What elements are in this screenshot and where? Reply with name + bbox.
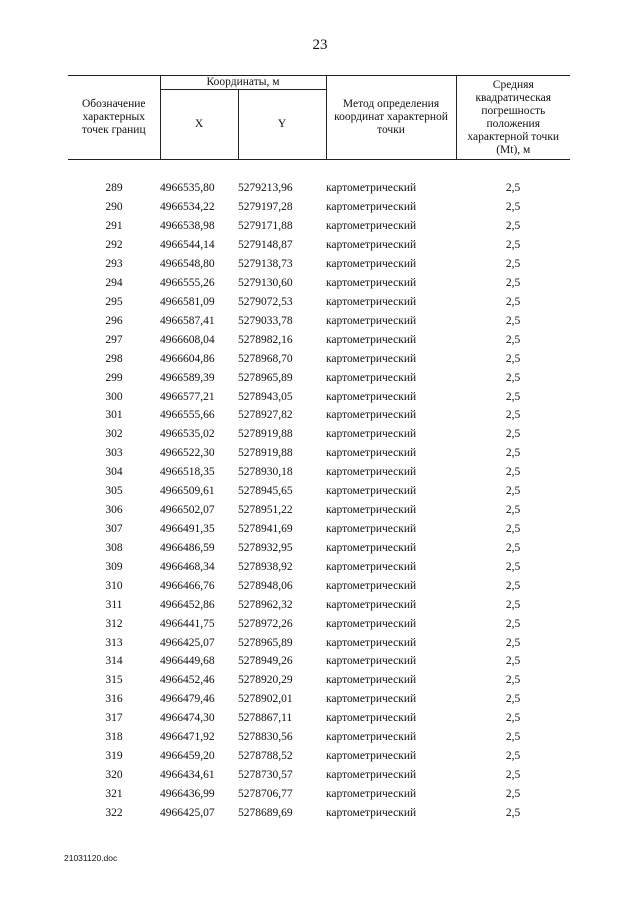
method-cell: картометрический <box>326 750 417 763</box>
coordinate-x: 4966466,76 <box>160 579 215 592</box>
coordinate-x: 4966544,14 <box>160 239 215 252</box>
point-number: 312 <box>105 617 123 630</box>
coordinate-x: 4966502,07 <box>160 504 215 517</box>
point-number: 290 <box>105 201 123 214</box>
method-cell: картометрический <box>326 258 417 271</box>
coordinate-x: 4966577,21 <box>160 390 215 403</box>
header-y: Y <box>238 90 326 160</box>
table-row <box>68 633 570 652</box>
coordinate-x: 4966434,61 <box>160 768 215 781</box>
coordinate-y: 5279033,78 <box>238 314 293 327</box>
table-row <box>68 368 570 387</box>
method-cell: картометрический <box>326 314 417 327</box>
coordinate-y: 5278968,70 <box>238 352 293 365</box>
header-point-designation: Обозначение характерных точек границ <box>68 76 160 160</box>
table-row <box>68 614 570 633</box>
header-method: Метод определения координат характерной точки <box>326 76 456 160</box>
method-cell: картометрический <box>326 636 417 649</box>
table-row <box>68 425 570 444</box>
header-coordinates: Координаты, м <box>160 76 326 90</box>
coordinate-y: 5278945,65 <box>238 485 293 498</box>
accuracy-cell: 2,5 <box>505 466 521 479</box>
method-cell: картометрический <box>326 504 417 517</box>
point-number: 322 <box>105 806 123 819</box>
method-cell: картометрический <box>326 409 417 422</box>
accuracy-cell: 2,5 <box>505 674 521 687</box>
point-number: 296 <box>105 314 123 327</box>
method-cell: картометрический <box>326 787 417 800</box>
coordinate-y: 5278932,95 <box>238 541 293 554</box>
method-cell: картометрический <box>326 182 417 195</box>
accuracy-cell: 2,5 <box>505 371 521 384</box>
method-cell: картометрический <box>326 674 417 687</box>
accuracy-cell: 2,5 <box>505 806 521 819</box>
coordinate-y: 5278730,57 <box>238 768 293 781</box>
coordinate-x: 4966555,26 <box>160 276 215 289</box>
table-row <box>68 501 570 520</box>
point-number: 304 <box>105 466 123 479</box>
coordinate-y: 5278927,82 <box>238 409 293 422</box>
table-row <box>68 236 570 255</box>
coordinate-x: 4966425,07 <box>160 636 215 649</box>
coordinate-y: 5279171,88 <box>238 220 293 233</box>
method-cell: картометрический <box>326 731 417 744</box>
accuracy-cell: 2,5 <box>505 522 521 535</box>
point-number: 298 <box>105 352 123 365</box>
coordinate-x: 4966538,98 <box>160 220 215 233</box>
accuracy-cell: 2,5 <box>505 541 521 554</box>
coordinate-x: 4966425,07 <box>160 806 215 819</box>
coordinate-x: 4966608,04 <box>160 333 215 346</box>
table-row <box>68 179 570 198</box>
method-cell: картометрический <box>326 598 417 611</box>
footer-filename: 21031120.doc <box>64 853 118 863</box>
coordinate-x: 4966589,39 <box>160 371 215 384</box>
table-row <box>68 349 570 368</box>
accuracy-cell: 2,5 <box>505 655 521 668</box>
method-cell: картометрический <box>326 560 417 573</box>
point-number: 303 <box>105 447 123 460</box>
accuracy-cell: 2,5 <box>505 258 521 271</box>
coordinate-y: 5278830,56 <box>238 731 293 744</box>
coordinate-x: 4966587,41 <box>160 314 215 327</box>
point-number: 311 <box>105 598 123 611</box>
table-row <box>68 557 570 576</box>
coordinates-table <box>68 75 570 822</box>
table-row <box>68 690 570 709</box>
coordinate-y: 5278689,69 <box>238 806 293 819</box>
table-row <box>68 330 570 349</box>
page-number: 23 <box>312 37 328 53</box>
method-cell: картометрический <box>326 655 417 668</box>
coordinate-y: 5278948,06 <box>238 579 293 592</box>
method-cell: картометрический <box>326 541 417 554</box>
method-cell: картометрический <box>326 522 417 535</box>
table-row <box>68 198 570 217</box>
point-number: 297 <box>105 333 123 346</box>
accuracy-cell: 2,5 <box>505 731 521 744</box>
table-row <box>68 482 570 501</box>
coordinate-y: 5279138,73 <box>238 258 293 271</box>
method-cell: картометрический <box>326 276 417 289</box>
method-cell: картометрический <box>326 390 417 403</box>
coordinate-x: 4966449,68 <box>160 655 215 668</box>
table-row <box>68 766 570 785</box>
table-row <box>68 576 570 595</box>
method-cell: картометрический <box>326 428 417 441</box>
coordinate-x: 4966441,75 <box>160 617 215 630</box>
method-cell: картометрический <box>326 295 417 308</box>
method-cell: картометрический <box>326 768 417 781</box>
point-number: 308 <box>105 541 123 554</box>
method-cell: картометрический <box>326 333 417 346</box>
coordinate-y: 5279130,60 <box>238 276 293 289</box>
coordinate-x: 4966535,02 <box>160 428 215 441</box>
coordinate-y: 5278938,92 <box>238 560 293 573</box>
coordinate-x: 4966604,86 <box>160 352 215 365</box>
table-row <box>68 387 570 406</box>
table-row <box>68 292 570 311</box>
accuracy-cell: 2,5 <box>505 504 521 517</box>
table-row <box>68 444 570 463</box>
coordinate-y: 5278902,01 <box>238 693 293 706</box>
table-row <box>68 803 570 822</box>
table-row <box>68 217 570 236</box>
coordinate-y: 5279148,87 <box>238 239 293 252</box>
coordinate-x: 4966471,92 <box>160 731 215 744</box>
accuracy-cell: 2,5 <box>505 276 521 289</box>
point-number: 321 <box>105 787 123 800</box>
table-row <box>68 274 570 293</box>
table-row <box>68 595 570 614</box>
accuracy-cell: 2,5 <box>505 220 521 233</box>
point-number: 301 <box>105 409 123 422</box>
coordinate-x: 4966486,59 <box>160 541 215 554</box>
method-cell: картометрический <box>326 579 417 592</box>
coordinate-x: 4966581,09 <box>160 295 215 308</box>
header-x: X <box>160 90 238 160</box>
coordinate-y: 5278982,16 <box>238 333 293 346</box>
accuracy-cell: 2,5 <box>505 579 521 592</box>
method-cell: картометрический <box>326 485 417 498</box>
accuracy-cell: 2,5 <box>505 750 521 763</box>
coordinate-x: 4966522,30 <box>160 447 215 460</box>
method-cell: картометрический <box>326 806 417 819</box>
coordinate-x: 4966452,46 <box>160 674 215 687</box>
point-number: 293 <box>105 258 123 271</box>
table-row <box>68 520 570 539</box>
coordinate-y: 5278941,69 <box>238 522 293 535</box>
coordinate-y: 5279072,53 <box>238 295 293 308</box>
point-number: 291 <box>105 220 123 233</box>
coordinate-y: 5278919,88 <box>238 447 293 460</box>
method-cell: картометрический <box>326 693 417 706</box>
coordinate-y: 5278919,88 <box>238 428 293 441</box>
coordinate-x: 4966452,86 <box>160 598 215 611</box>
point-number: 309 <box>105 560 123 573</box>
accuracy-cell: 2,5 <box>505 787 521 800</box>
coordinate-x: 4966459,20 <box>160 750 215 763</box>
accuracy-cell: 2,5 <box>505 409 521 422</box>
coordinate-y: 5279197,28 <box>238 201 293 214</box>
point-number: 317 <box>105 712 123 725</box>
point-number: 299 <box>105 371 123 384</box>
point-number: 310 <box>105 579 123 592</box>
coordinate-y: 5278867,11 <box>238 712 293 725</box>
method-cell: картометрический <box>326 447 417 460</box>
coordinate-x: 4966518,35 <box>160 466 215 479</box>
method-cell: картометрический <box>326 220 417 233</box>
point-number: 313 <box>105 636 123 649</box>
accuracy-cell: 2,5 <box>505 617 521 630</box>
table-row <box>68 784 570 803</box>
coordinate-y: 5278920,29 <box>238 674 293 687</box>
point-number: 316 <box>105 693 123 706</box>
coordinate-x: 4966479,46 <box>160 693 215 706</box>
accuracy-cell: 2,5 <box>505 560 521 573</box>
coordinate-y: 5278949,26 <box>238 655 293 668</box>
table-row <box>68 709 570 728</box>
accuracy-cell: 2,5 <box>505 428 521 441</box>
table-row <box>68 538 570 557</box>
accuracy-cell: 2,5 <box>505 598 521 611</box>
coordinate-y: 5279213,96 <box>238 182 293 195</box>
accuracy-cell: 2,5 <box>505 239 521 252</box>
point-number: 294 <box>105 276 123 289</box>
point-number: 307 <box>105 522 123 535</box>
method-cell: картометрический <box>326 352 417 365</box>
point-number: 314 <box>105 655 123 668</box>
table-row <box>68 311 570 330</box>
method-cell: картометрический <box>326 712 417 725</box>
accuracy-cell: 2,5 <box>505 314 521 327</box>
accuracy-cell: 2,5 <box>505 352 521 365</box>
coordinate-x: 4966548,80 <box>160 258 215 271</box>
coordinate-y: 5278962,32 <box>238 598 293 611</box>
table-row <box>68 747 570 766</box>
point-number: 289 <box>105 182 123 195</box>
point-number: 292 <box>105 239 123 252</box>
table-row <box>68 728 570 747</box>
accuracy-cell: 2,5 <box>505 390 521 403</box>
coordinate-y: 5278965,89 <box>238 371 293 384</box>
method-cell: картометрический <box>326 617 417 630</box>
coordinate-y: 5278951,22 <box>238 504 293 517</box>
accuracy-cell: 2,5 <box>505 295 521 308</box>
header-accuracy: Средняя квадратическая погрешность положения характерной точки (Mt), м <box>456 76 570 160</box>
point-number: 319 <box>105 750 123 763</box>
coordinate-x: 4966509,61 <box>160 485 215 498</box>
point-number: 295 <box>105 295 123 308</box>
coordinate-y: 5278972,26 <box>238 617 293 630</box>
point-number: 302 <box>105 428 123 441</box>
coordinate-y: 5278788,52 <box>238 750 293 763</box>
method-cell: картометрический <box>326 371 417 384</box>
coordinate-x: 4966535,80 <box>160 182 215 195</box>
point-number: 320 <box>105 768 123 781</box>
point-number: 318 <box>105 731 123 744</box>
accuracy-cell: 2,5 <box>505 485 521 498</box>
accuracy-cell: 2,5 <box>505 768 521 781</box>
table-row <box>68 463 570 482</box>
point-number: 315 <box>105 674 123 687</box>
point-number: 300 <box>105 390 123 403</box>
coordinate-x: 4966491,35 <box>160 522 215 535</box>
method-cell: картометрический <box>326 466 417 479</box>
coordinate-y: 5278943,05 <box>238 390 293 403</box>
method-cell: картометрический <box>326 239 417 252</box>
accuracy-cell: 2,5 <box>505 712 521 725</box>
coordinate-x: 4966555,66 <box>160 409 215 422</box>
table-row <box>68 406 570 425</box>
coordinate-x: 4966436,99 <box>160 787 215 800</box>
point-number: 305 <box>105 485 123 498</box>
coordinate-x: 4966474,30 <box>160 712 215 725</box>
accuracy-cell: 2,5 <box>505 182 521 195</box>
table-row <box>68 652 570 671</box>
method-cell: картометрический <box>326 201 417 214</box>
accuracy-cell: 2,5 <box>505 693 521 706</box>
table-row <box>68 255 570 274</box>
coordinate-x: 4966534,22 <box>160 201 215 214</box>
accuracy-cell: 2,5 <box>505 201 521 214</box>
point-number: 306 <box>105 504 123 517</box>
coordinate-y: 5278930,18 <box>238 466 293 479</box>
accuracy-cell: 2,5 <box>505 636 521 649</box>
table-body <box>68 160 570 823</box>
accuracy-cell: 2,5 <box>505 447 521 460</box>
accuracy-cell: 2,5 <box>505 333 521 346</box>
coordinate-y: 5278965,89 <box>238 636 293 649</box>
coordinate-x: 4966468,34 <box>160 560 215 573</box>
coordinate-y: 5278706,77 <box>238 787 293 800</box>
table-row <box>68 671 570 690</box>
